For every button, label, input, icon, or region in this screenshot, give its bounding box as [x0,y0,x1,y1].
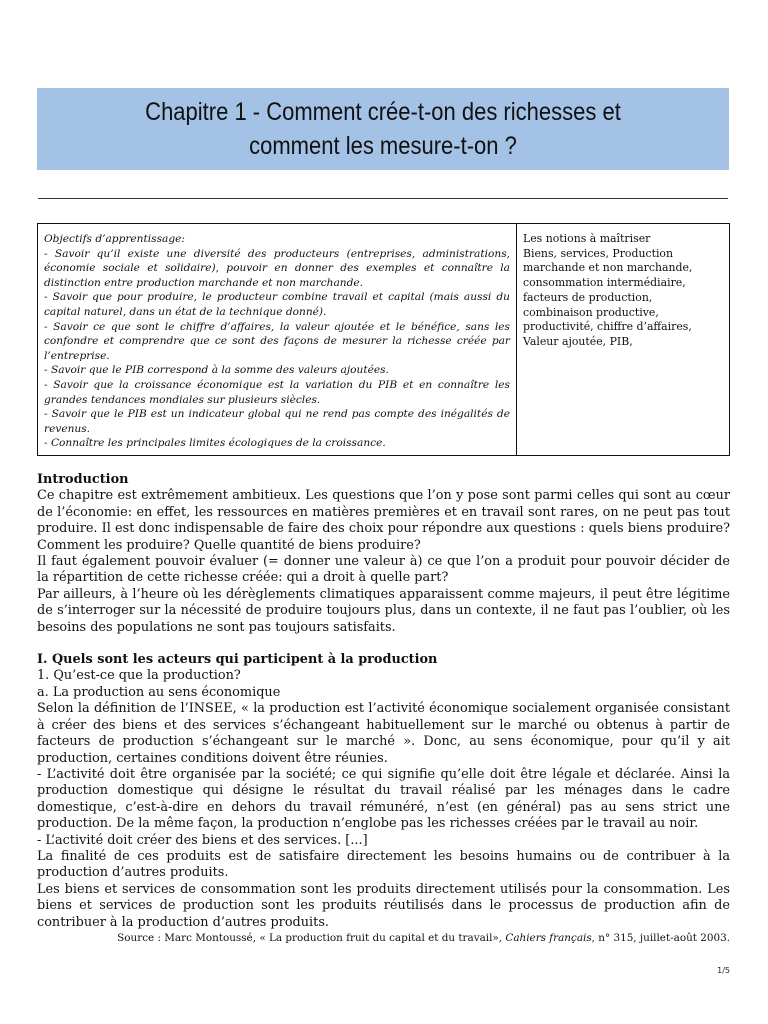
chapter-title: Chapitre 1 - Comment crée-t-on des richesses et comment les mesure-t-on ? [145,98,621,160]
objective-item: - Savoir que le PIB est un indicateur global qui ne rend pas compte des inégalités de revenus. [44,408,510,435]
subsubsection-heading: a. La production au sens économique [37,684,281,700]
objective-item: - Savoir que la croissance économique est la variation du PIB et en connaître les grandes tendances mondiales sur plusieurs siècles. [44,378,510,406]
intro-heading: Introduction [37,472,129,487]
main-content [37,472,730,946]
body-paragraph: - L’activité doit être organisée par la société; ce qui signifie qu’elle doit être légale et déclarée. Ainsi la production domestique qui désigne le résultat du travail réalisé par les ménages dans le cadre domestique, c’est-à-dire en dehors du travail rémunéré, n’est (en général) pas au sens strict une production. De la même façon, la production n’englobe pas les richesses créées par le travail au noir. [37,766,730,832]
objective-item: - Savoir que le PIB correspond à la somme des valeurs ajoutées. [44,364,389,377]
objective-item: - Savoir ce que sont le chiffre d’affaires, la valeur ajoutée et le bénéfice, sans les confondre et comprendre que ce sont des façons de mesurer la richesse créée par l’entreprise. [44,320,510,362]
source-journal: Cahiers français [505,931,592,944]
page-number: 1/5 [717,966,730,975]
source-prefix: Source : Marc Montoussé, « La production fruit du capital et du travail», [117,931,506,944]
notions-heading: Les notions à maîtriser [523,232,651,245]
objective-item: - Connaître les principales limites écologiques de la croissance. [44,437,386,450]
body-paragraph: Les biens et services de consommation sont les produits directement utilisés pour la consommation. Les biens et services de production sont les produits réutilisés dans le processus de production afin de contribuer à la production d’autres produits. [37,881,730,930]
objectives-cell [38,224,517,456]
spacer [37,636,730,652]
notions-list: Biens, services, Production marchande et non marchande, consommation intermédiaire, facteurs de production, combinaison productive, productivité, chiffre d’affaires, Valeur ajoutée, PIB, [523,246,693,348]
source-suffix: , n° 315, juillet-août 2003. [591,931,730,944]
source-citation [37,930,730,946]
intro-paragraph: Par ailleurs, à l’heure où les dérèglements climatiques apparaissent comme majeurs, il peut être légitime de s’interroger sur la nécessité de produire toujours plus, dans un contexte, il ne faut pas l’oublier, où les besoins des populations ne sont pas toujours satisfaits. [37,586,730,635]
intro-paragraph: Ce chapitre est extrêmement ambitieux. Les questions que l’on y pose sont parmi celles qui sont au cœur de l’économie: en effet, les ressources en matières premières et en travail sont rares, on ne peut pas tout produire. Il est donc indispensable de faire des choix pour répondre aux questions : quels biens produire? Comment les produire? Quelle quantité de biens produire? [37,488,730,553]
body-paragraph: La finalité de ces produits est de satisfaire directement les besoins humains ou de contribuer à la production d’autres produits. [37,848,730,881]
title-divider [38,198,728,199]
objectives-table [37,223,730,456]
notions-cell [517,224,730,456]
section-heading: I. Quels sont les acteurs qui participent à la production [37,652,438,668]
intro-paragraph: Il faut également pouvoir évaluer (= donner une valeur à) ce que l’on a produit pour pouvoir décider de la répartition de cette richesse créée: qui a droit à quelle part? [37,554,730,586]
chapter-title-banner [37,88,729,170]
body-paragraph: - L’activité doit créer des biens et des services. [...] [37,832,368,848]
body-paragraph: Selon la définition de l’INSEE, « la production est l’activité économique socialement organisée consistant à créer des biens et des services s’échangeant habituellement sur le marché ou obtenus à partir de facteurs de production s’échangeant sur le marché ». Donc, au sens économique, pour qu’il y ait production, certaines conditions doivent être réunies. [37,701,730,766]
objective-item: - Savoir qu’il existe une diversité des producteurs (entreprises, administrations, économie sociale et solidaire), pouvoir en donner des exemples et connaître la distinction entre production marchande et non marchande. [44,247,510,289]
subsection-heading: 1. Qu’est-ce que la production? [37,668,241,684]
objective-item: - Savoir que pour produire, le producteur combine travail et capital (mais aussi du capital naturel, dans un état de la technique donné). [44,291,510,318]
objectives-heading: Objectifs d’apprentissage: [44,233,185,245]
